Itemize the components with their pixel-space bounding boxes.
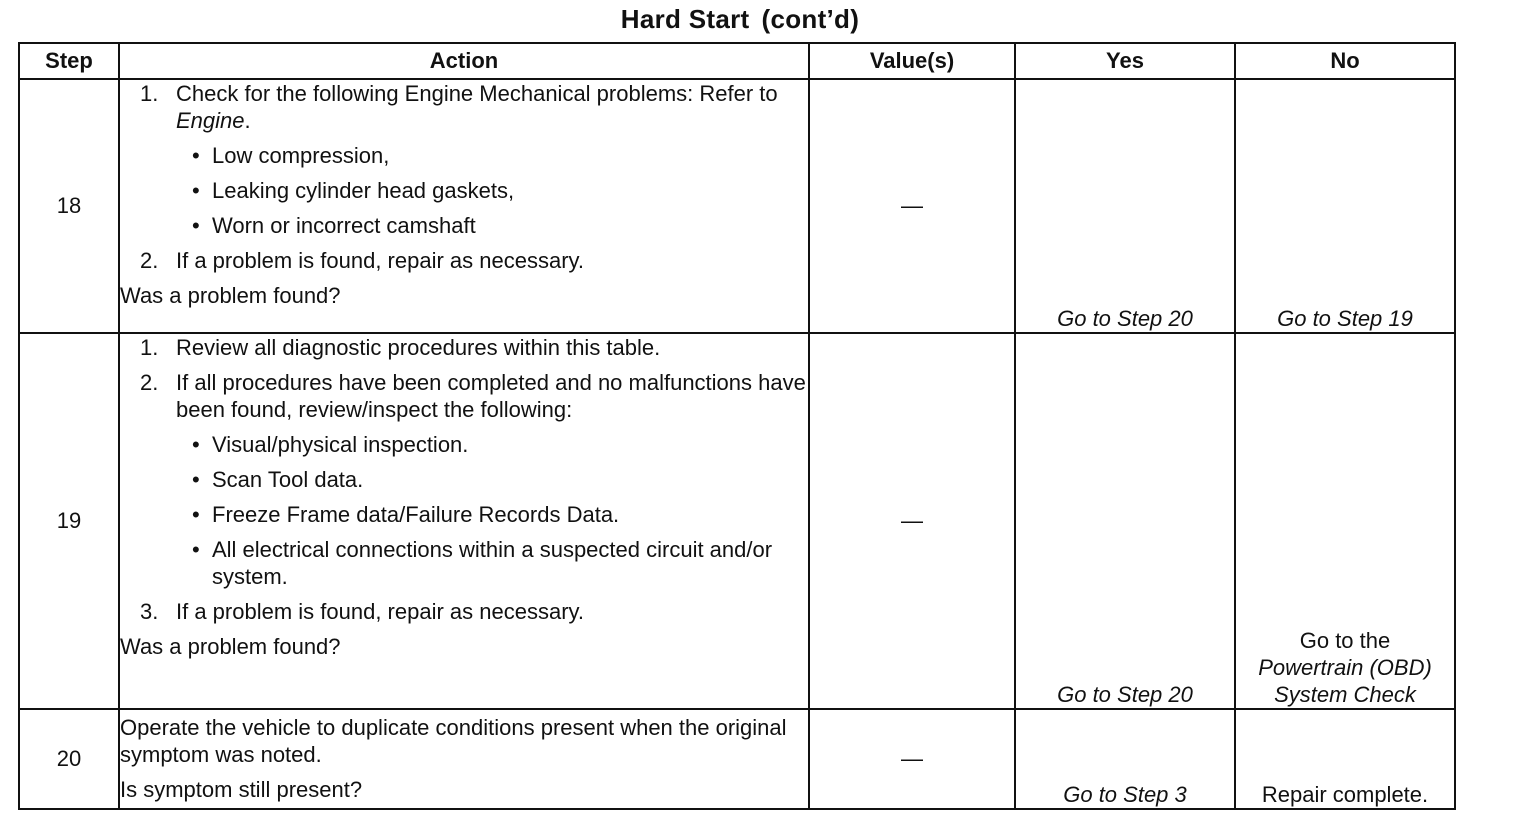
header-yes: Yes <box>1015 43 1235 79</box>
item-text: If a problem is found, repair as necessary. <box>176 599 585 624</box>
header-step: Step <box>19 43 119 79</box>
action-item <box>120 80 808 134</box>
question-text: Was a problem found? <box>120 283 341 308</box>
bullet-icon: • <box>192 178 200 203</box>
action-cell <box>119 333 809 709</box>
item-number: 3. <box>140 599 159 624</box>
value-cell: — <box>809 333 1015 709</box>
question-text: Is symptom still present? <box>120 777 363 802</box>
no-link-prefix: Go to the <box>1299 628 1391 653</box>
header-values: Value(s) <box>809 43 1015 79</box>
bullet-text: Leaking cylinder head gaskets, <box>212 178 515 203</box>
bullet-text: Low compression, <box>212 143 390 168</box>
page-title-main: Hard Start <box>620 4 750 34</box>
bullet-text: Visual/physical inspection. <box>212 432 469 457</box>
bullet-text: Scan Tool data. <box>212 467 364 492</box>
table-row-step-18 <box>19 79 1455 333</box>
header-row <box>19 43 1455 79</box>
bullet-icon: • <box>192 467 200 492</box>
item-number: 2. <box>140 248 159 273</box>
yes-link[interactable]: Go to Step 20 <box>1015 79 1235 333</box>
diagnostic-table <box>18 42 1456 810</box>
bullet-item <box>120 142 808 169</box>
step-number: 18 <box>19 79 119 333</box>
header-action: Action <box>119 43 809 79</box>
item-text: If a problem is found, repair as necessary. <box>176 248 585 273</box>
question-text: Was a problem found? <box>120 634 341 659</box>
yes-link[interactable]: Go to Step 20 <box>1015 333 1235 709</box>
bullet-text: Freeze Frame data/Failure Records Data. <box>212 502 620 527</box>
value-cell: — <box>809 709 1015 809</box>
page-title <box>0 4 1480 35</box>
no-text: Repair complete. <box>1235 709 1455 809</box>
step-number: 20 <box>19 709 119 809</box>
page-title-sub: (cont’d) <box>761 4 860 34</box>
item-number: 1. <box>140 335 159 360</box>
bullet-item <box>120 501 808 528</box>
item-text-end: . <box>244 108 251 133</box>
table-row-step-20 <box>19 709 1455 809</box>
yes-link[interactable]: Go to Step 3 <box>1015 709 1235 809</box>
engine-reference: Engine <box>176 108 245 133</box>
bullet-item <box>120 177 808 204</box>
action-paragraph: Operate the vehicle to duplicate conditions present when the original symptom was noted. <box>120 715 787 767</box>
item-text: Review all diagnostic procedures within this table. <box>176 335 661 360</box>
no-link[interactable]: Go to Step 19 <box>1235 79 1455 333</box>
item-text: Check for the following Engine Mechanical problems: Refer to <box>176 81 778 106</box>
action-item <box>120 334 808 361</box>
bullet-icon: • <box>192 143 200 168</box>
action-cell <box>119 709 809 809</box>
bullet-icon: • <box>192 213 200 238</box>
header-no: No <box>1235 43 1455 79</box>
action-item <box>120 369 808 423</box>
bullet-item <box>120 536 808 590</box>
bullet-icon: • <box>192 432 200 457</box>
item-number: 1. <box>140 81 159 106</box>
no-link[interactable] <box>1235 333 1455 709</box>
bullet-icon: • <box>192 537 200 562</box>
bullet-item <box>120 212 808 239</box>
table-row-step-19 <box>19 333 1455 709</box>
value-cell: — <box>809 79 1015 333</box>
action-cell <box>119 79 809 333</box>
bullet-item <box>120 431 808 458</box>
bullet-item <box>120 466 808 493</box>
item-number: 2. <box>140 370 159 395</box>
bullet-text: All electrical connections within a suspected circuit and/or system. <box>212 537 773 589</box>
item-text: If all procedures have been completed and no malfunctions have been found, review/inspect the following: <box>176 370 806 422</box>
bullet-text: Worn or incorrect camshaft <box>212 213 476 238</box>
action-item <box>120 598 808 625</box>
bullet-icon: • <box>192 502 200 527</box>
action-item <box>120 247 808 274</box>
obd-system-check-reference: Powertrain (OBD) System Check <box>1258 655 1432 707</box>
step-number: 19 <box>19 333 119 709</box>
